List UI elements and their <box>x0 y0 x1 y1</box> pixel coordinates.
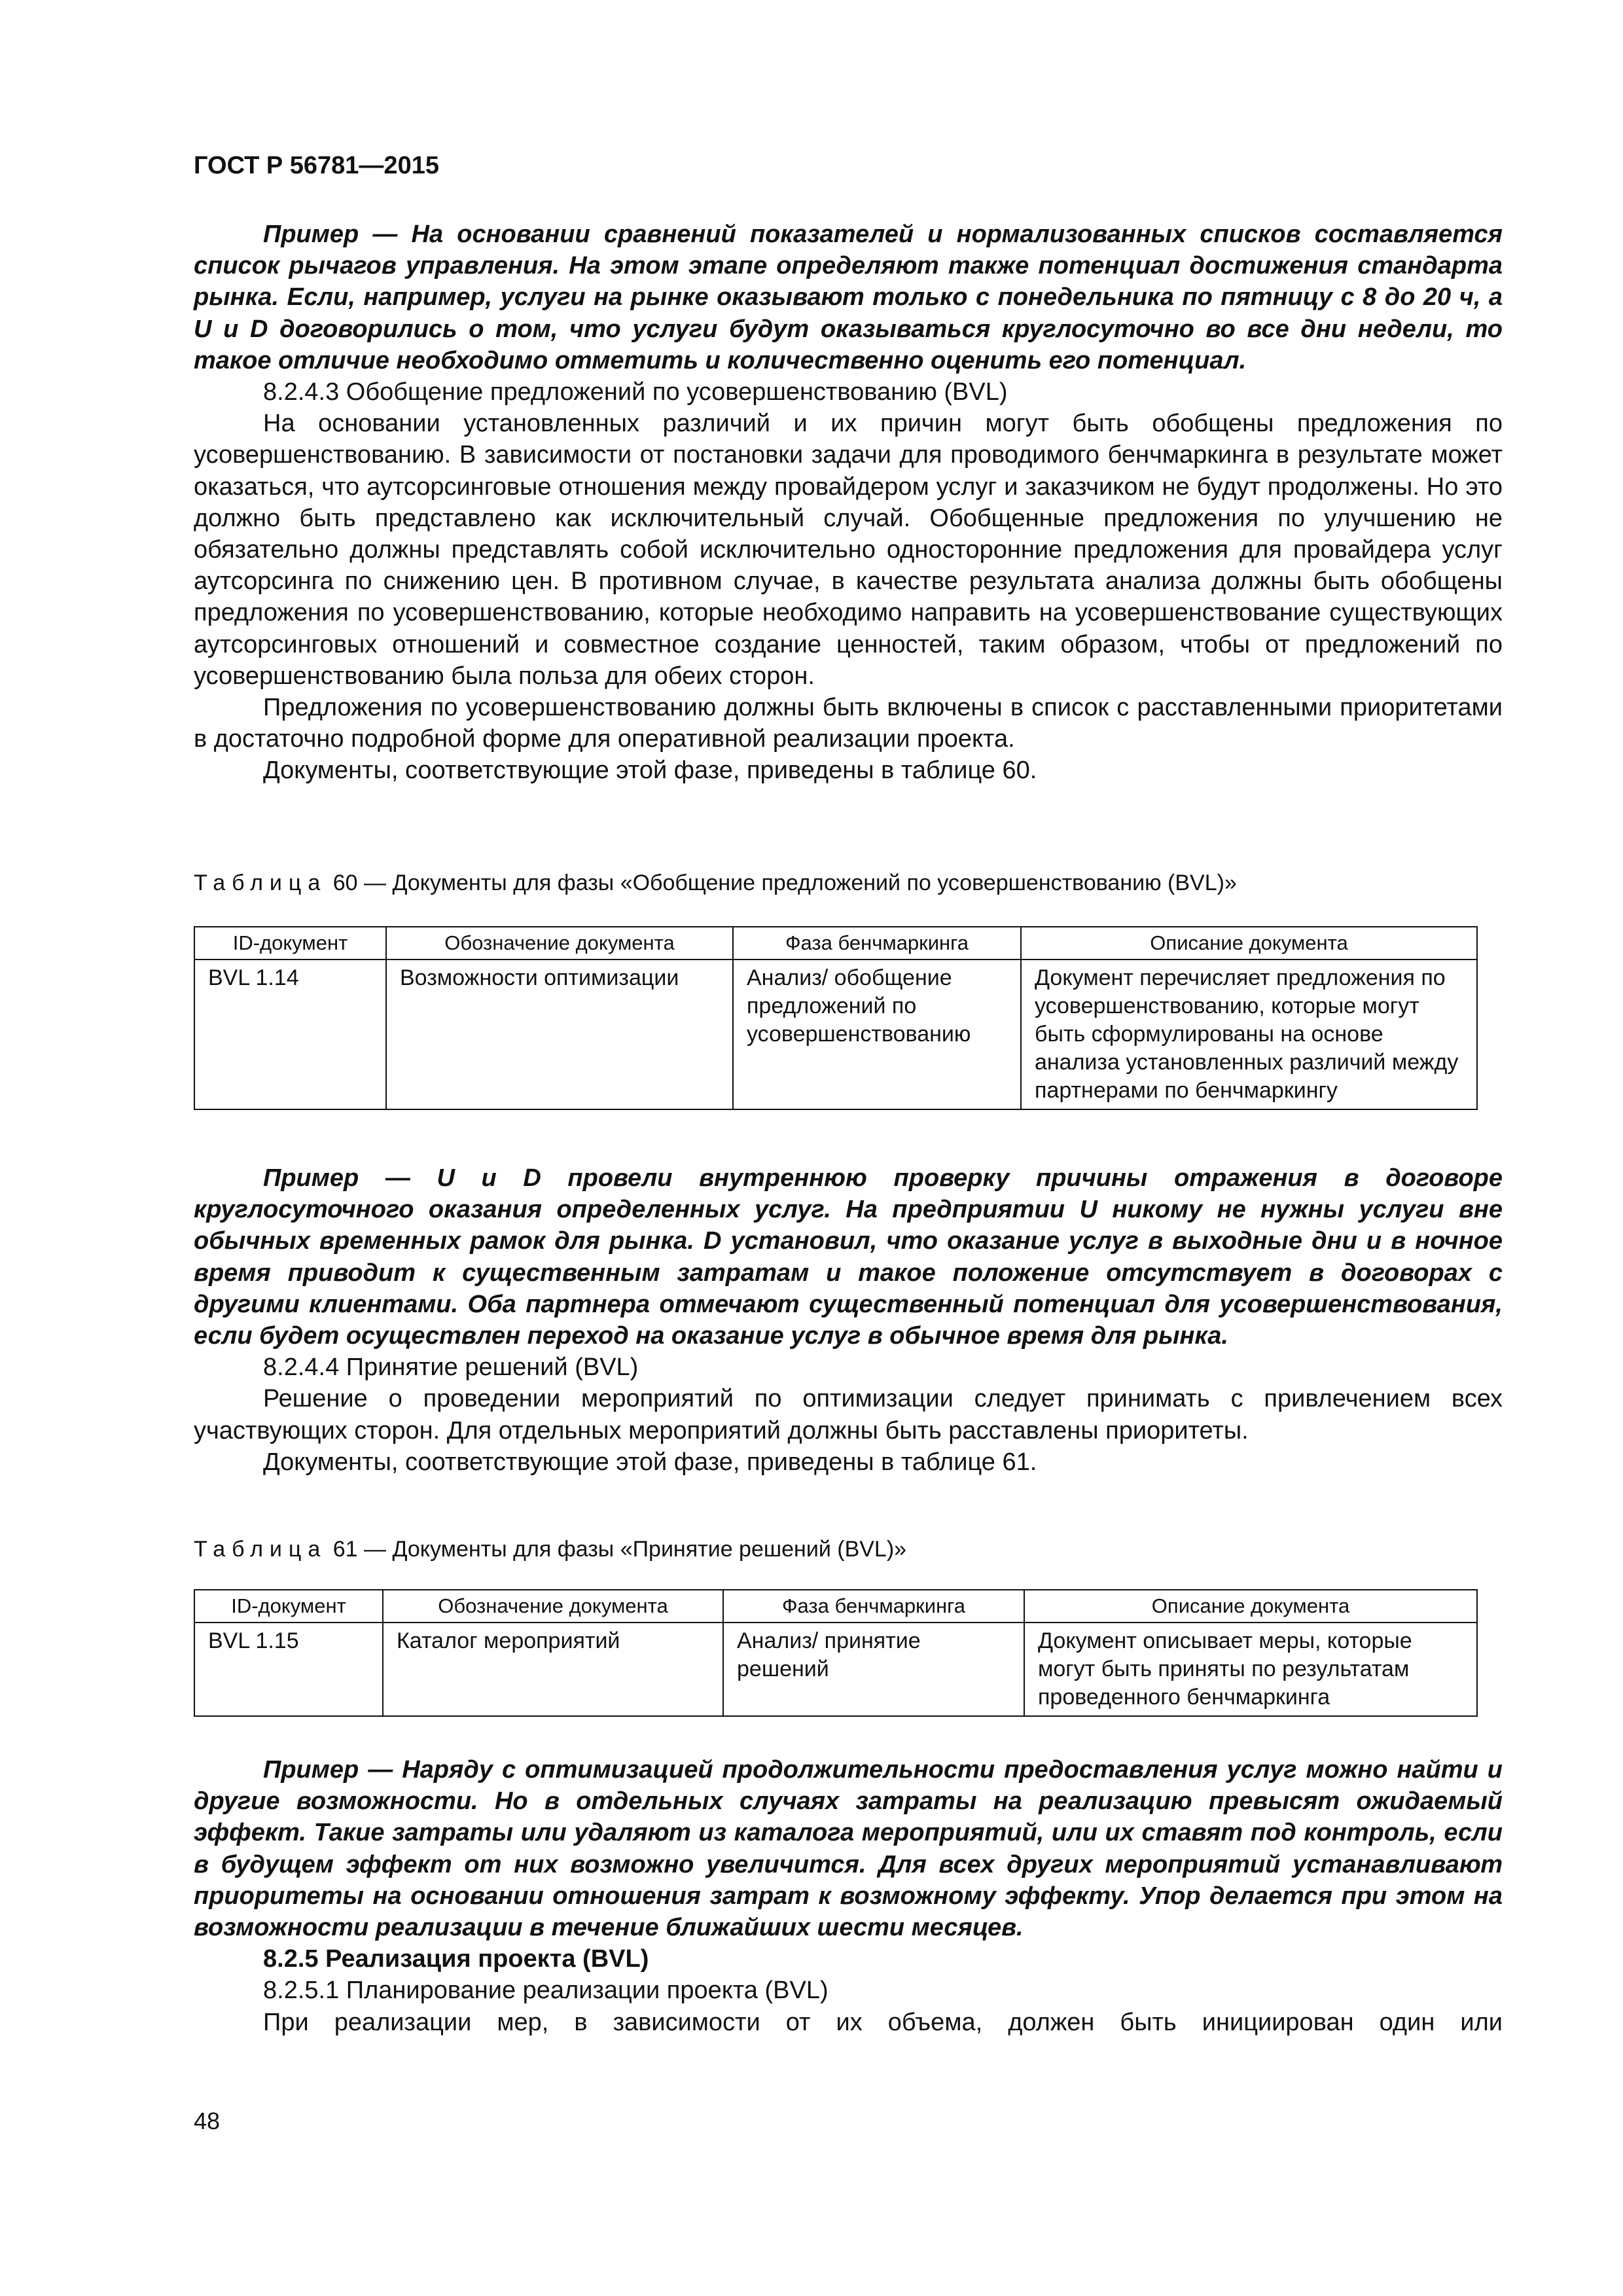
column-header: ID-документ <box>194 927 386 960</box>
caption-text: 61 — Документы для фазы «Принятие решений (BVL)» <box>327 1537 907 1562</box>
table-cell: BVL 1.14 <box>194 960 386 1109</box>
section-8-2-4-4 <box>194 1162 1503 1478</box>
column-header: Описание документа <box>1024 1590 1477 1623</box>
section-8-2-5 <box>194 1754 1503 2038</box>
section-heading: 8.2.4.4 Принятие решений (BVL) <box>263 1354 639 1382</box>
example-paragraph: Пример — На основании сравнений показателей и нормализованных списков составляется список рычагов управления. На этом этапе определяют также потенциал достижения стандарта рынка. Если, например, услуги на рынке оказывают только с понедельника по пятницу с 8 до 20 ч, а U и D договорились о том, что услуги будут оказываться круглосуточно во все дни недели, то такое отличие необходимо отметить и количественно оценить его потенциал. <box>194 221 1503 374</box>
example-paragraph: Пример — U и D провели внутреннюю проверку причины отражения в договоре круглосуточного оказания определенных услуг. На предприятии U никому не нужны услуги вне обычных временных рамок для рынка. D установил, что оказание услуг в выходные дни и в ночное время приводит к существенным затратам и такое положение отсутствует в договорах с другими клиентами. Оба партнера отмечают существенный потенциал для усовершенствования, если будет осуществлен переход на оказание услуг в обычное время для рынка. <box>194 1164 1503 1350</box>
table-row <box>194 1623 1477 1716</box>
body-paragraph: На основании установленных различий и их причин могут быть обобщены предложения по усовершенствованию. В зависимости от постановки задачи для проводимого бенчмаркинга в результате может оказаться, что аутсорсинговые отношения между провайдером услуг и заказчиком не будут продолжены. Но это должно быть представлено как исключительный случай. Обобщенные предложения по улучшению не обязательно должны представлять собой исключительно односторонние предложения для провайдера услуг аутсорсинга по снижению цен. В противном случае, в качестве результата анализа должны быть обобщены предложения по усовершенствованию, которые необходимо направить на усовершенствование существующих аутсорсинговых отношений и совместное создание ценностей, таким образом, чтобы от предложений по усовершенствованию была польза для обеих сторон. <box>194 410 1503 690</box>
section-8-2-4-3 <box>194 219 1503 787</box>
table-cell: Возможности оптимизации <box>386 960 733 1109</box>
body-paragraph: Документы, соответствующие этой фазе, приведены в таблице 60. <box>263 757 1037 785</box>
page-number: 48 <box>194 2108 221 2134</box>
body-paragraph: Решение о проведении мероприятий по оптимизации следует принимать с привлечением всех участвующих сторон. Для отдельных мероприятий должны быть расставлены приоритеты. <box>194 1385 1503 1444</box>
column-header: Обозначение документа <box>386 927 733 960</box>
example-paragraph: Пример — Наряду с оптимизацией продолжительности предоставления услуг можно найти и другие возможности. Но в отдельных случаях затраты на реализацию превысят ожидаемый эффект. Такие затраты или удаляют из каталога мероприятий, или их ставят под контроль, если в будущем эффект от них возможно увеличится. Для всех других мероприятий устанавливают приоритеты на основании отношения затрат к возможному эффекту. Упор делается при этом на возможности реализации в течение ближайших шести месяцев. <box>194 1756 1503 1942</box>
document-header: ГОСТ Р 56781—2015 <box>194 152 439 179</box>
section-subheading: 8.2.5.1 Планирование реализации проекта (BVL) <box>263 1977 829 2005</box>
table-cell: Анализ/ принятие решений <box>723 1623 1024 1716</box>
table-60-caption <box>194 870 1237 896</box>
body-paragraph: Документы, соответствующие этой фазе, приведены в таблице 61. <box>263 1448 1037 1476</box>
table-61 <box>194 1589 1478 1717</box>
table-word: Таблица <box>194 1537 327 1562</box>
table-header-row <box>194 927 1477 960</box>
table-header-row <box>194 1590 1477 1623</box>
column-header: Обозначение документа <box>383 1590 723 1623</box>
table-cell: Документ описывает меры, которые могут быть приняты по результатам проведенного бенчмаркинга <box>1024 1623 1477 1716</box>
body-paragraph: При реализации мер, в зависимости от их объема, должен быть инициирован один или <box>263 2008 1503 2036</box>
body-paragraph: Предложения по усовершенствованию должны быть включены в список с расставленными приоритетами в достаточно подробной форме для оперативной реализации проекта. <box>194 694 1503 753</box>
table-60 <box>194 926 1478 1110</box>
column-header: Фаза бенчмаркинга <box>733 927 1021 960</box>
table-word: Таблица <box>194 870 327 895</box>
table-61-caption <box>194 1537 906 1562</box>
table-cell: Документ перечисляет предложения по усовершенствованию, которые могут быть сформулированы на основе анализа установленных различий между партнерами по бенчмаркингу <box>1021 960 1477 1109</box>
column-header: Фаза бенчмаркинга <box>723 1590 1024 1623</box>
caption-text: 60 — Документы для фазы «Обобщение предложений по усовершенствованию (BVL)» <box>327 870 1237 895</box>
table-cell: BVL 1.15 <box>194 1623 383 1716</box>
column-header: Описание документа <box>1021 927 1477 960</box>
table-row <box>194 960 1477 1109</box>
table-cell: Каталог мероприятий <box>383 1623 723 1716</box>
table-cell: Анализ/ обобщение предложений по усовершенствованию <box>733 960 1021 1109</box>
section-heading: 8.2.5 Реализация проекта (BVL) <box>263 1945 649 1973</box>
column-header: ID-документ <box>194 1590 383 1623</box>
section-heading: 8.2.4.3 Обобщение предложений по усовершенствованию (BVL) <box>263 378 1008 406</box>
